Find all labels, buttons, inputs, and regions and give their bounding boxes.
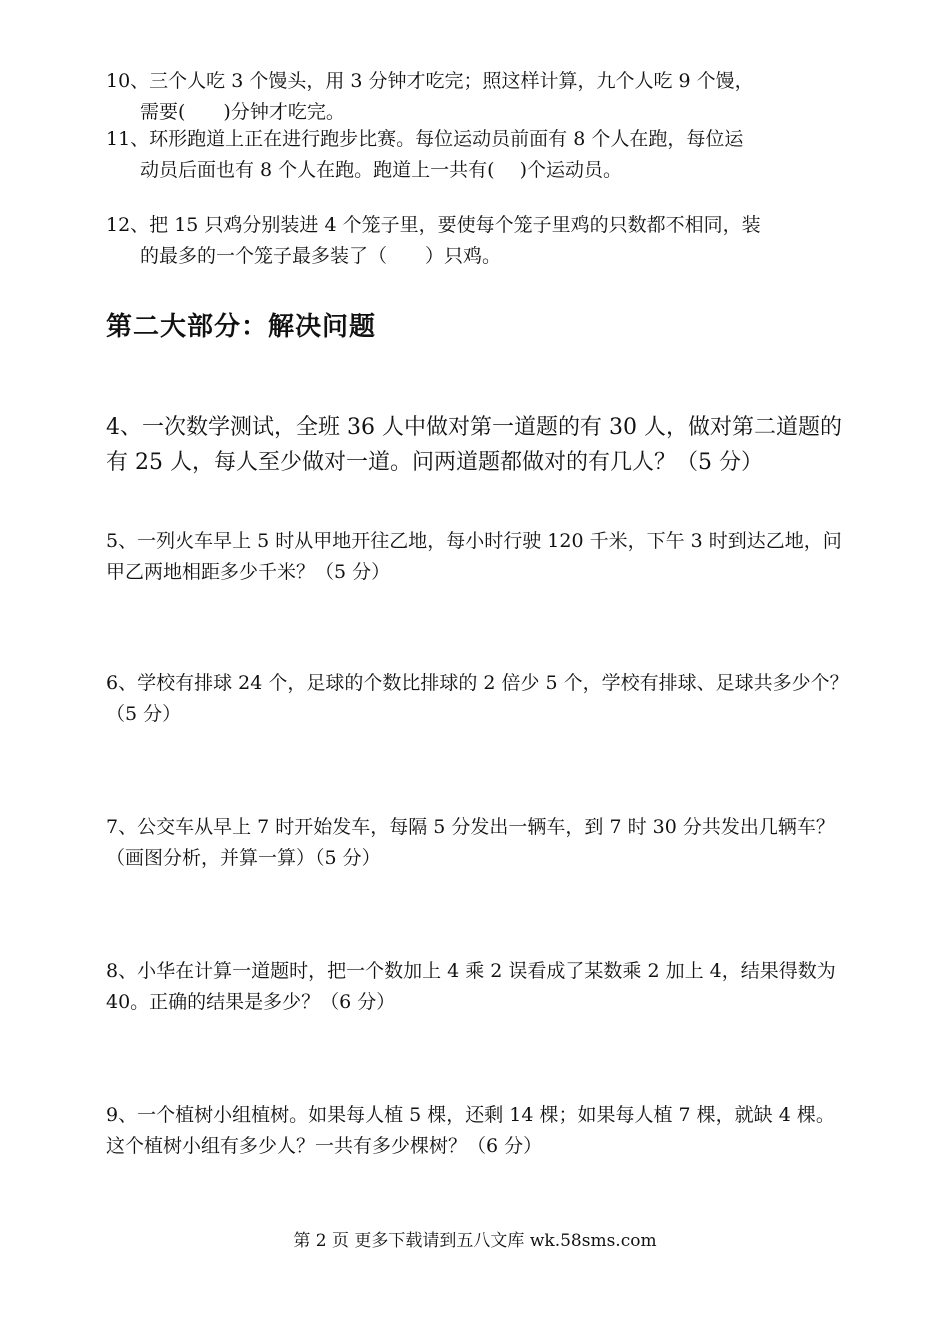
section-heading: 第二大部分：解决问题: [106, 312, 377, 342]
question-12-line1: 12、把 15 只鸡分别装进 4 个笼子里，要使每个笼子里鸡的只数都不相同，装: [106, 214, 761, 236]
question-11-line1: 11、环形跑道上正在进行跑步比赛。每位运动员前面有 8 个人在跑，每位运: [106, 128, 744, 150]
page-footer: 第 2 页 更多下载请到五八文库 wk.58sms.com: [293, 1231, 657, 1251]
question-10-line1: 10、三个人吃 3 个馒头，用 3 分钟才吃完；照这样计算，九个人吃 9 个馒，: [106, 70, 754, 92]
problem-5: 5、一列火车早上 5 时从甲地开往乙地，每小时行驶 120 千米，下午 3 时到达乙地，问甲乙两地相距多少千米？（5 分）: [106, 530, 842, 583]
question-12-line2: 的最多的一个笼子最多装了（ ）只鸡。: [140, 245, 502, 267]
problem-8: 8、小华在计算一道题时，把一个数加上 4 乘 2 误看成了某数乘 2 加上 4，结果得数为 40。正确的结果是多少？（6 分）: [106, 960, 836, 1013]
problem-9: 9、一个植树小组植树。如果每人植 5 棵，还剩 14 棵；如果每人植 7 棵，就缺 4 棵。这个植树小组有多少人？一共有多少棵树？（6 分）: [106, 1104, 835, 1157]
question-10-line2: 需要( )分钟才吃完。: [140, 101, 345, 123]
problem-7: 7、公交车从早上 7 时开始发车，每隔 5 分发出一辆车，到 7 时 30 分共发出几辆车？（画图分析，并算一算）（5 分）: [106, 816, 835, 869]
question-10: [106, 66, 851, 128]
question-11: [106, 124, 851, 186]
question-11-line2: 动员后面也有 8 个人在跑。跑道上一共有( )个运动员。: [140, 159, 623, 181]
question-12: [106, 210, 851, 272]
problem-6: 6、学校有排球 24 个，足球的个数比排球的 2 倍少 5 个，学校有排球、足球共多少个？（5 分）: [106, 672, 849, 725]
problem-4: 4、一次数学测试，全班 36 人中做对第一道题的有 30 人，做对第二道题的有 25 人，每人至少做对一道。问两道题都做对的有几人？（5 分）: [106, 415, 842, 475]
